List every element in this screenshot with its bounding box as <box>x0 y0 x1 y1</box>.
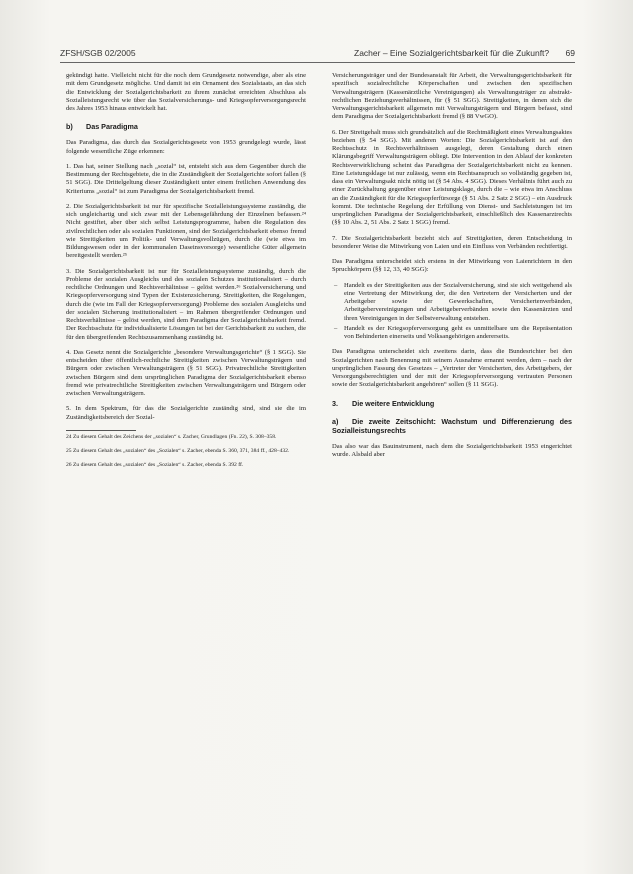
paragraph-intro: gekündigt hatte. Vielleicht nicht für die noch dem Grundgesetz notwendige, aber als eine mit dem Grundgesetz mögliche. Und damit ist ein Ornament des Sozialstaats, an das sich die Entwicklung der Sozialgerichtsbarkeit zu ihrem zunächst erreichten Abschluss als Sozialleistungsrecht wie über das Sozialversicherungs- und Kriegsopferversorgungsrecht des Jahres 1953 hinaus entwickelt hat. <box>66 72 306 112</box>
footnote: 25 Zu diesem Gehalt des „sozialen“ des „Sozialen“ s. Zacher, ebenda S. 360, 371, 384 ff., 428–432. <box>66 447 290 454</box>
section-title: Die weitere Entwicklung <box>352 398 435 408</box>
journal-reference: ZFSH/SGB 02/2005 <box>60 48 136 58</box>
section-number: 3. <box>332 398 338 408</box>
right-column <box>332 72 572 466</box>
paragraph: Das also war das Bauinstrument, nach dem die Sozialgerichtsbarkeit 1953 eingerichtet wurde. Alsbald aber <box>332 442 572 458</box>
paragraph-point-4: 4. Das Gesetz nennt die Sozialgerichte „besondere Verwaltungsgerichte“ (§ 1 SGG). Sie entscheiden über öffentlich-rechtliche Streitigkeiten zwischen Verwaltungsträgern und Bürgern oder zwischen Verwaltungsträgern (§ 51 SGG). Privatrechtliche Streitigkeiten zwischen Bürgern sind dem ursprünglichen Paradigma der Sozialgerichtsbarkeit ebenso fremd wie privatrechtliche Streitigkeiten zwischen Verwaltungsträgern und Bürgern oder zwischen Verwaltungsträgern. <box>66 348 306 397</box>
header-rule <box>60 62 575 63</box>
section-title: Das Paradigma <box>86 122 138 132</box>
footnote: 26 Zu diesem Gehalt des „sozialen“ des „Sozialen“ s. Zacher, ebenda S. 392 ff. <box>66 461 244 468</box>
paragraph-point-5: 5. In dem Spektrum, für das die Sozialgerichte zuständig sind, sind sie die im Zuständigkeitsbereich der Sozial- <box>66 405 306 421</box>
section-heading-3 <box>332 399 572 408</box>
paragraph: Das Paradigma unterscheidet sich zweitens darin, dass die Bundesrichter bei den Sozialgerichten nach Benennung mit seinem Ausnahme ernannt werden, dem – nach der ursprünglichen Fassung des Gesetzes – „Vertreter der Versicherten, des Arbeitgebers, der Versorgungsberechtigten und der mit der Kriegsopferversorgung vertrauten Personen sowie der Sozialgerichtsbarkeit angehören“ sollen (§ 11 SGG). <box>332 348 572 389</box>
dash-list <box>332 282 572 342</box>
section-title: Die zweite Zeitschicht: Wachstum und Differenzierung des Sozialleistungsrechts <box>332 416 572 435</box>
section-heading-b <box>66 122 306 131</box>
left-column <box>66 72 306 476</box>
paragraph-point-6: 6. Der Streitgehalt muss sich grundsätzlich auf die Rechtmäßigkeit eines Verwaltungsaktes beziehen (§ 54 SGG). Mit anderen Worten: Die Sozialgerichtsbarkeit ist auf den Rechtsschutz in Rechtsverhältnissen ausgelegt, deren Gestaltung durch einen Klärungsbegriff Verwaltungsträgern obliegt. Die Intervention in den Ablauf der konkreten Rechtsverwirklichung scheint das Paradigma der Sozialgerichtsbarkeit nicht zu kennen. Eine Leistungsklage ist nur zulässig, wenn ein Rechtsanspruch so vollständig gegeben ist, dass ein Verwaltungsakt nicht nötig ist (§ 54 Abs. 4 SGG). Dieses Verhältnis führt auch zu einer Zurückhaltung gegenüber einer Leistungsklage, durch die – wie etwa im Anschluss an die Zuständigkeit für die Kriegsopferfürsorge (§ 51 Abs. 2 Satz 2 SGG) – ein Ausdruck kommt. Die technische Regelung der Erfüllung von Dienst- und Sachleistungen ist im ursprünglichen Paradigma der Sozialgerichtsbarkeit, einschließlich des Kassenarztrechts (§§ 10 Abs. 2, 51 Abs. 2 Satz 1 SGG) fremd. <box>332 128 572 227</box>
page-number: 69 <box>565 48 575 58</box>
paragraph-point-7: 7. Die Sozialgerichtsbarkeit bezieht sich auf Streitigkeiten, deren Entscheidung in besonderer Weise die Mitwirkung von Laien und ein Einfluss von Verbänden rechtfertigt. <box>332 234 572 250</box>
paragraph-continued: Versicherungsträger und der Bundesanstalt für Arbeit, die Verwaltungsgerichtsbarkeit für spezifisch sozialrechtliche Körperschaften und zwischen den spezifischen Verwaltungsträgern (Kassenärztliche Vereinigungen) als Verwaltungsträger zu abstrakt-rechtlichen Beziehungsverhältnissen, für (§ 51 SGG). Streitigkeiten, in denen sich die Verwaltungsgerichtsbarkeit allgemein mit Verwaltungsträgern und Bürgern befasst, sind dem Paradigma der Sozialgerichtsbarkeit fremd (§ 88 VwGO). <box>332 72 572 121</box>
footnote: 24 Zu diesem Gehalt des Zeichens der „sozialen“ s. Zacher, Grundlagen (Fn. 22), S. 308–358. <box>66 433 277 440</box>
paragraph: Das Paradigma unterscheidet sich erstens in der Mitwirkung von Laienrichtern in den Spruchkörpern (§§ 12, 33, 40 SGG): <box>332 258 572 274</box>
list-item: – Handelt es der Kriegsopferversorgung geht es unmittelbare um die Repräsentation von Behinderten einerseits und Volksangehörigen andererseits. <box>344 325 572 342</box>
header-right <box>340 48 575 58</box>
list-item: – Handelt es der Streitigkeiten aus der Sozialversicherung, sind sie sich weitgehend als eine Vertretung der Mitwirkung der, die den Vertretern der Versicherten und der Arbeitgeber sowie der Gewerkschaften, Versichertenverbänden, Arbeitgebervereinigungen und Arbeitgeberverbänden sowie den Kassenärzten und ihren Vereinigungen in der Selbstverwaltung entstehen. <box>344 282 572 323</box>
paragraph-point-1: 1. Das hat, seiner Stellung nach „sozial“ ist, entsteht sich aus dem Gegenüber durch die Bestimmung der Rechtsgebiete, die in die Zuständigkeit der Sozialgerichte sofort fallen (§ 51 SGG). Die Drittelgeltung dieser Zuständigkeit unter einem freilichen Anwendung des Kriteriums „sozial“ ist zum Paradigma der Sozialgerichtsbarkeit fremd. <box>66 162 306 195</box>
paragraph: Das Paradigma, das durch das Sozialgerichtsgesetz von 1953 grundgelegt wurde, lässt folgende wesentliche Züge erkennen: <box>66 139 306 155</box>
section-number: b) <box>66 122 73 132</box>
running-header <box>60 48 575 62</box>
paragraph-point-3: 3. Die Sozialgerichtsbarkeit ist nur für Sozialleistungssysteme zuständig, durch die Probleme der sozialen Ausgleichs und des sozialen Schutzes institutionalisiert – durch rechtliche Ordnungen und Rechtsverhältnisse – gelöst werden.²⁶ Sozialversicherung und Kriegsopferversorgung sind Typen der Existenzsicherung. Streitigkeiten, die Regelungen, durch die (wie im Fall der Kriegsopferversorgung) Probleme des sozialen Ausgleichs und der sozialen Sicherung institutionalisiert – im Rahmen übergreifender Ordnungen und Rechtsverhältnisse – gelöst werden, sind dem Paradigma der Sozialgerichtsbarkeit fremd. Der Rechtsschutz für individualisierte Lösungen ist bei der Gerichtsbarkeit zu suchen, die für den übergreifenden Rechtszusammenhang zuständig ist. <box>66 267 306 341</box>
article-title: Zacher – Eine Sozialgerichtsbarkeit für die Zukunft? <box>354 48 550 58</box>
section-heading-a <box>332 417 572 435</box>
section-number: a) <box>332 416 339 426</box>
paragraph-point-2: 2. Die Sozialgerichtsbarkeit ist nur für spezifische Sozialleistungssysteme zuständig, die sich ungleichartig und sich zwar mit der Lebensgefährdung der Einzelnen befassen.²⁴ Nicht gestiftet, aber über sich selbst Leistungsprogramme, haben die Regulation des zivilrechtlichen oder als sozialen Funktionen, sind der Sozialgerichtsbarkeit ebenso fremd wie Streitigkeiten um Politik- und Verwaltungsvollzügen, durch die (wie etwa im Bildungswesen oder in der kommunalen Daseinsvorsorge) wesentliche Güter allgemein bereitgestellt werden.²⁵ <box>66 202 306 260</box>
